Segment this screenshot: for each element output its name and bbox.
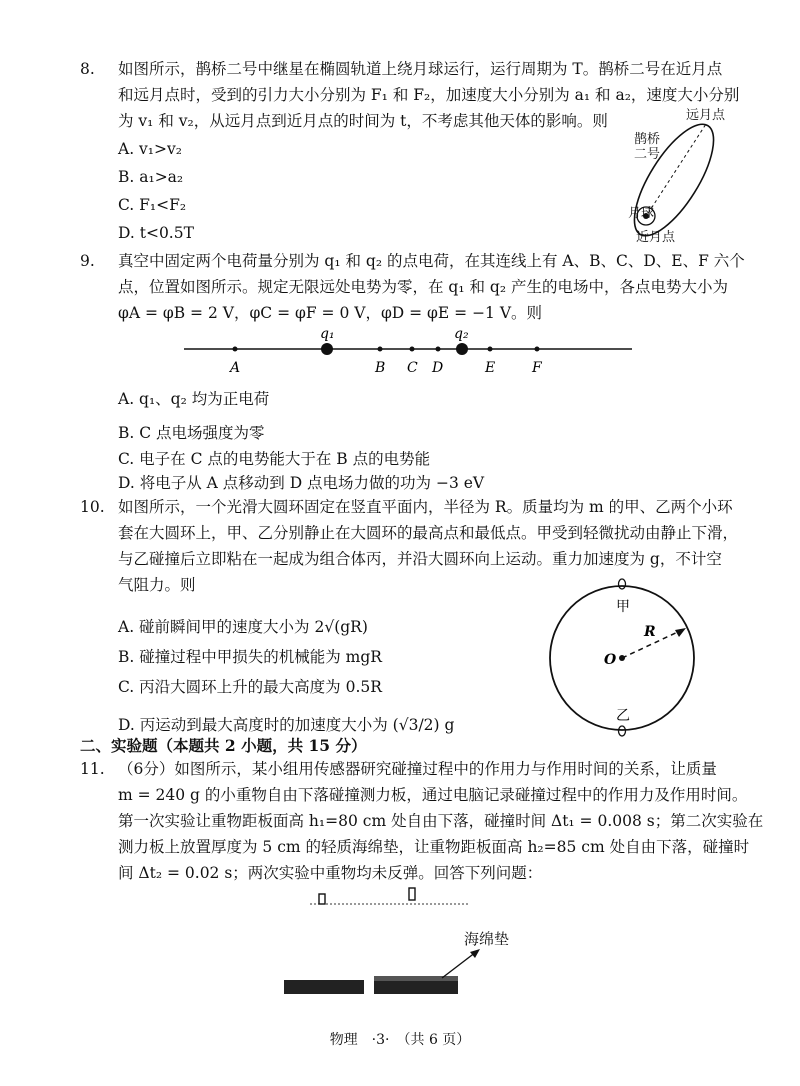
q8-option-d: D. t<0.5T [118, 224, 194, 242]
q9-option-c: C. 电子在 C 点的电势能大于在 B 点的电势能 [118, 450, 431, 468]
q11-line-1: （6分）如图所示，某小组用传感器研究碰撞过程中的作用力与作用时间的关系，让质量 [118, 760, 717, 778]
charge-line-figure [180, 326, 640, 382]
q10-option-c: C. 丙沿大圆环上升的最大高度为 0.5R [118, 678, 382, 696]
q8-line-3: 为 v₁ 和 v₂，从远月点到近月点的时间为 t，不考虑其他天体的影响。则 [118, 112, 608, 130]
label-o: O [604, 652, 617, 668]
q10-option-b: B. 碰撞过程中甲损失的机械能为 mgR [118, 648, 382, 666]
q11-line-2: m = 240 g 的小重物自由下落碰撞测力板，通过电脑记录碰撞过程中的作用力及作用时间。 [118, 786, 748, 804]
moon-label: 月球 [628, 206, 655, 221]
label-c: C [407, 360, 418, 376]
q8-line-1: 如图所示，鹊桥二号中继星在椭圆轨道上绕月球运行，运行周期为 T。鹊桥二号在近月点 [118, 60, 723, 78]
q9-line-2: 点，位置如图所示。规定无限远处电势为零，在 q₁ 和 q₂ 产生的电场中，各点电势大小为 [118, 278, 728, 296]
section-title: 二、实验题（本题共 2 小题，共 15 分） [80, 736, 367, 755]
q10-line-4: 气阻力。则 [118, 576, 196, 594]
q9-option-d: D. 将电子从 A 点移动到 D 点电场力做的功为 −3 eV [118, 474, 485, 492]
label-f: F [532, 360, 542, 376]
point-d [436, 347, 441, 352]
point-c [410, 347, 415, 352]
q11-line-5: 间 Δt₂ = 0.02 s；两次实验中重物均未反弹。回答下列问题： [118, 864, 543, 882]
point-a [233, 347, 238, 352]
q9-option-b: B. C 点电场强度为零 [118, 424, 265, 442]
label-e: E [485, 360, 496, 376]
label-r: R [644, 624, 656, 640]
sponge-pad [374, 976, 458, 981]
q9-line-3: φA = φB = 2 V，φC = φF = 0 V，φD = φE = −1 V。则 [118, 304, 543, 322]
q9-number: 9. [80, 252, 95, 270]
q8-option-b: B. a₁>a₂ [118, 168, 184, 186]
q11-line-3: 第一次实验让重物距板面高 h₁=80 cm 处自由下落，碰撞时间 Δt₁ = 0.008 s；第二次实验在 [118, 812, 764, 830]
q10-line-2: 套在大圆环上，甲、乙分别静止在大圆环的最高点和最低点。甲受到轻微扰动由静止下滑， [118, 524, 739, 542]
point-b [378, 347, 383, 352]
sponge-label: 海绵垫 [464, 930, 510, 948]
q11-line-4: 测力板上放置厚度为 5 cm 的轻质海绵垫，让重物距板面高 h₂=85 cm 处自由下落，碰撞时 [118, 838, 750, 856]
q8-number: 8. [80, 60, 95, 78]
satellite-label-2: 二号 [634, 147, 661, 162]
q10-option-d: D. 丙运动到最大高度时的加速度大小为 (√3/2) g [118, 716, 455, 734]
far-point-label: 远月点 [686, 108, 726, 123]
q9-option-a: A. q₁、q₂ 均为正电荷 [118, 390, 270, 408]
charge-q2 [456, 343, 468, 355]
label-q1: q₁ [320, 326, 335, 342]
sponge-arrow-line [442, 952, 476, 978]
q11-number: 11. [80, 760, 105, 778]
point-e [488, 347, 493, 352]
q10-line-3: 与乙碰撞后立即粘在一起成为组合体丙，并沿大圆环向上运动。重力加速度为 g，不计空 [118, 550, 722, 568]
ring-yi [619, 726, 626, 736]
label-b: B [375, 360, 386, 376]
orbit-figure [610, 108, 740, 248]
label-yi: 乙 [616, 708, 630, 724]
label-q2: q₂ [454, 326, 469, 342]
q10-number: 10. [80, 498, 105, 516]
satellite-label-1: 鹊桥 [634, 132, 661, 147]
point-f [535, 347, 540, 352]
q10-option-a: A. 碰前瞬间甲的速度大小为 2√(gR) [118, 618, 368, 636]
page-footer: 物理 ·3· （共 6 页） [329, 1032, 471, 1048]
q8-option-a: A. v₁>v₂ [118, 140, 182, 158]
label-a: A [230, 360, 241, 376]
weight-1 [319, 894, 325, 904]
radius-arrow [675, 628, 686, 637]
ring-figure [540, 578, 710, 738]
charge-q1 [321, 343, 333, 355]
q8-option-c: C. F₁<F₂ [118, 196, 187, 214]
label-d: D [432, 360, 444, 376]
q10-line-1: 如图所示，一个光滑大圆环固定在竖直平面内，半径为 R。质量均为 m 的甲、乙两个小环 [118, 498, 733, 516]
q8-line-2: 和远月点时，受到的引力大小分别为 F₁ 和 F₂，加速度大小分别为 a₁ 和 a₂，速度大小分别 [118, 86, 740, 104]
weight-2 [409, 888, 415, 900]
force-plate-2 [374, 980, 458, 994]
near-point-label: 近月点 [636, 230, 676, 245]
label-jia: 甲 [616, 599, 630, 615]
ring-jia [619, 579, 626, 589]
force-plate-1 [284, 980, 364, 994]
q9-line-1: 真空中固定两个电荷量分别为 q₁ 和 q₂ 的点电荷，在其连线上有 A、B、C、D、E、F 六个 [118, 252, 745, 270]
